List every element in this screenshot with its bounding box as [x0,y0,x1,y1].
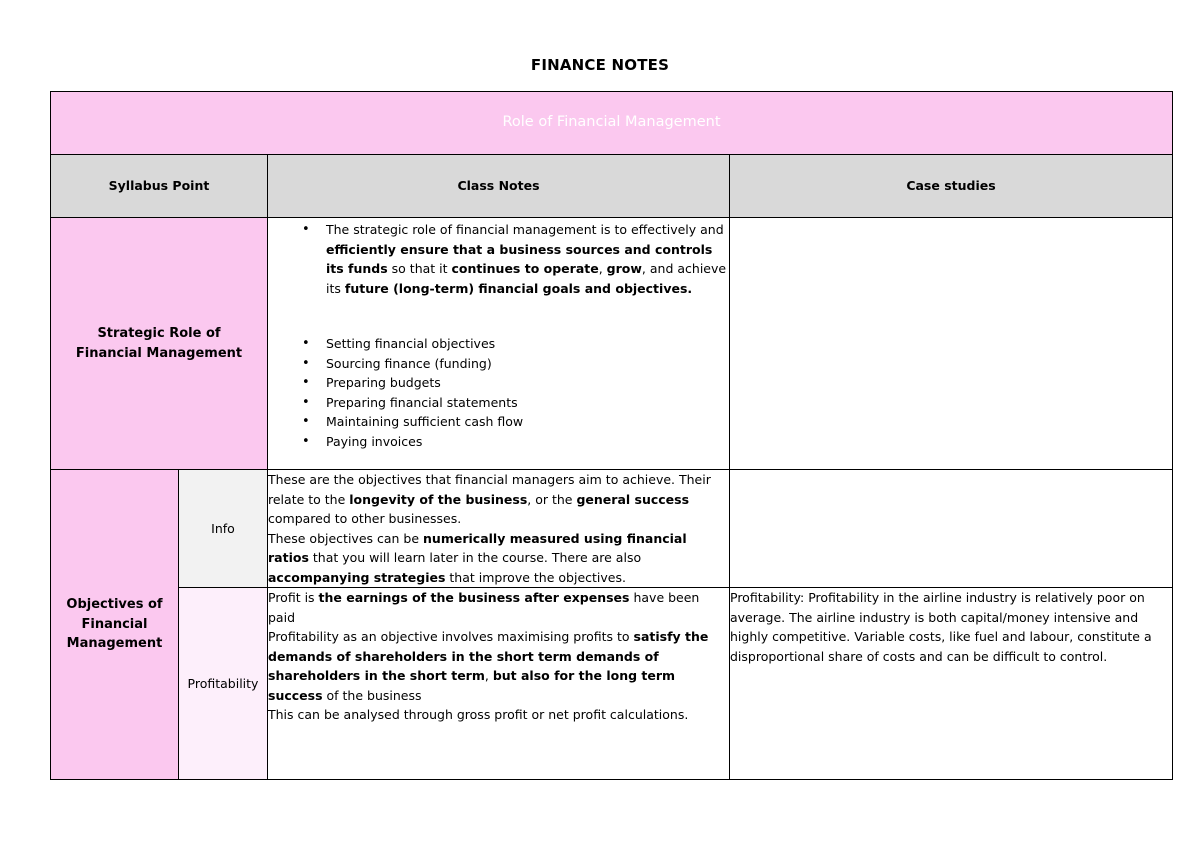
sub-point-info: Info [179,470,268,588]
finance-notes-table [50,91,1173,780]
class-notes-profitability [268,588,730,780]
info-paragraph-1: These are the objectives that financial managers aim to achieve. Their relate to the longevity of the business, or the general success compared to other businesses. [268,472,711,526]
table-row-objectives-info [51,470,1173,588]
header-class-notes: Class Notes [268,155,730,218]
profit-paragraph-2: Profitability as an objective involves maximising profits to satisfy the demands of shareholders in the short term demands of shareholders in the short term, but also for the long term success of the business [268,629,709,703]
list-item: • Sourcing finance (funding) [326,354,729,374]
header-syllabus-point: Syllabus Point [51,155,268,218]
table-row-objectives-profitability [51,588,1173,780]
sub-point-profitability: Profitability [179,588,268,780]
case-study-strategic-role [730,218,1173,470]
syllabus-point-strategic-role [51,218,268,470]
profit-paragraph-3: This can be analysed through gross profit or net profit calculations. [268,707,689,722]
strategic-intro-list [268,218,729,298]
case-study-info [730,470,1173,588]
list-item: • The strategic role of financial management is to effectively and efficiently ensure that a business sources and controls its funds so that it continues to operate, grow, and achieve its future (long-term) financial goals and objectives. [326,220,729,298]
table-row-strategic-role [51,218,1173,470]
header-case-studies: Case studies [730,155,1173,218]
syllabus-point-label: Objectives of Financial Management [66,597,163,652]
table-banner: Role of Financial Management [51,92,1173,155]
class-notes-strategic-role [268,218,730,470]
syllabus-point-objectives [51,470,179,780]
list-item: • Paying invoices [326,432,729,452]
list-item: • Preparing financial statements [326,393,729,413]
case-study-profitability: Profitability: Profitability in the airline industry is relatively poor on average. The airline industry is both capital/money intensive and highly competitive. Variable costs, like fuel and labour, constitute a disproportional share of costs and can be difficult to control. [730,588,1173,780]
document-title: FINANCE NOTES [530,56,670,74]
syllabus-point-label: Strategic Role of Financial Management [75,326,243,361]
strategic-tasks-list [268,334,729,451]
list-item: • Preparing budgets [326,373,729,393]
info-paragraph-2: These objectives can be numerically measured using financial ratios that you will learn later in the course. There are also accompanying strategies that improve the objectives. [268,530,687,585]
list-item: • Setting financial objectives [326,334,729,354]
class-notes-info [268,470,730,588]
profit-paragraph-1: Profit is the earnings of the business after expenses have been paid [268,590,700,625]
list-item: • Maintaining sufficient cash flow [326,412,729,432]
